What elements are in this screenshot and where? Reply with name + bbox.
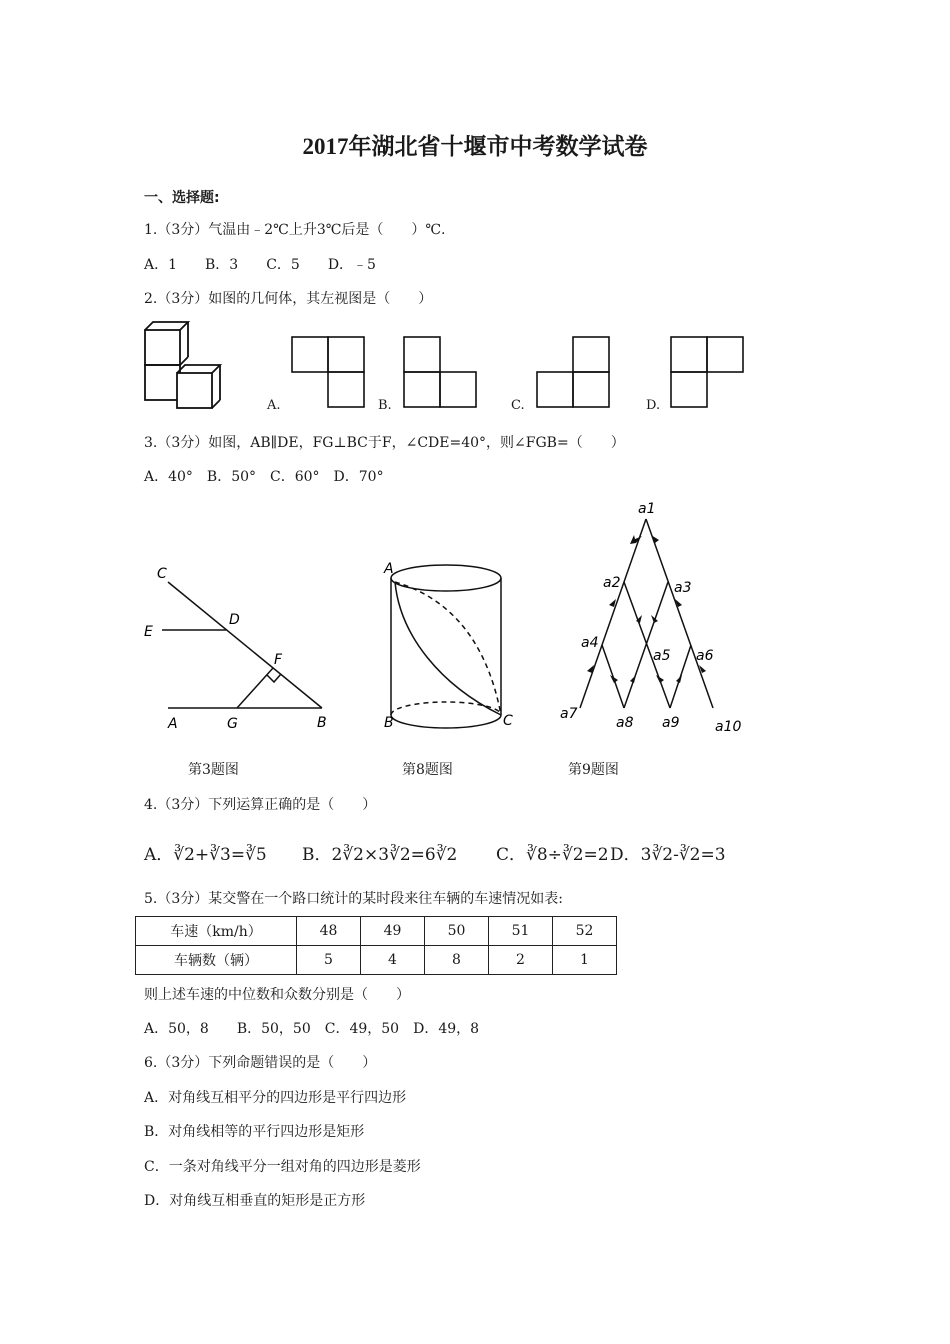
a10-label: a10 (715, 719, 742, 735)
point-a-label: A (384, 561, 394, 577)
solid-figure (140, 318, 230, 413)
table-cell: 49 (361, 917, 425, 946)
table-cell: 4 (361, 946, 425, 975)
point-b-label: B (317, 715, 327, 731)
a9-label: a9 (662, 715, 680, 731)
page-title: 2017年湖北省十堰市中考数学试卷 (302, 134, 648, 159)
question-4-option-d: D．3∛2-∛2=3 (610, 845, 726, 865)
a5-label: a5 (653, 648, 671, 664)
option-c-label: C. (511, 398, 525, 413)
point-a-label: A (168, 716, 178, 732)
figure-9-caption: 第9题图 (568, 762, 619, 778)
question-4-stem: 4.（3分）下列运算正确的是（ ） (144, 797, 377, 813)
option-c-view (535, 335, 611, 409)
option-a-view (290, 335, 366, 409)
question-5-followup: 则上述车速的中位数和众数分别是（ ） (144, 987, 410, 1003)
option-b-view (402, 335, 478, 409)
figure-3 (140, 560, 340, 735)
table-cell: 2 (489, 946, 553, 975)
a2-label: a2 (603, 575, 621, 591)
figure-8 (380, 555, 520, 735)
question-2-stem: 2.（3分）如图的几何体，其左视图是（ ） (144, 291, 433, 307)
point-f-label: F (274, 652, 283, 668)
table-cell: 48 (297, 917, 361, 946)
question-3-stem: 3.（3分）如图，AB∥DE，FG⊥BC于F，∠CDE=40°，则∠FGB=（ ） (144, 435, 625, 451)
question-5-options: A．50，8 B．50，50 C．49，50 D．49，8 (144, 1021, 480, 1037)
table-cell: 52 (553, 917, 617, 946)
figure-3-caption: 第3题图 (188, 762, 239, 778)
a1-label: a1 (638, 501, 656, 517)
table-cell: 车速（km/h） (136, 917, 297, 946)
table-cell: 车辆数（辆） (136, 946, 297, 975)
table-cell: 51 (489, 917, 553, 946)
question-1-stem: 1.（3分）气温由﹣2℃上升3℃后是（ ）℃. (144, 222, 446, 238)
point-c-label: C (157, 566, 167, 582)
point-g-label: G (227, 716, 238, 732)
table-row (136, 917, 617, 946)
point-d-label: D (229, 612, 240, 628)
a4-label: a4 (581, 635, 599, 651)
question-5-stem: 5.（3分）某交警在一个路口统计的某时段来往车辆的车速情况如表: (144, 891, 563, 907)
option-d-label: D. (646, 398, 661, 413)
table-cell: 1 (553, 946, 617, 975)
question-6-option-d: D．对角线互相垂直的矩形是正方形 (144, 1193, 366, 1209)
speed-table (135, 916, 617, 975)
a6-label: a6 (696, 648, 714, 664)
a3-label: a3 (674, 580, 692, 596)
point-e-label: E (144, 624, 153, 640)
a8-label: a8 (616, 715, 634, 731)
question-4-option-c: C．∛8÷∛2=2 (496, 845, 609, 865)
figure-8-caption: 第8题图 (402, 762, 453, 778)
question-4-option-b: B．2∛2×3∛2=6∛2 (302, 845, 458, 865)
section-heading: 一、选择题: (144, 190, 220, 206)
point-c-label: C (503, 713, 513, 729)
table-row (136, 946, 617, 975)
question-3-options: A．40° B．50° C．60° D．70° (144, 469, 384, 485)
question-6-option-a: A．对角线互相平分的四边形是平行四边形 (144, 1090, 407, 1106)
figure-9 (550, 495, 750, 740)
table-cell: 8 (425, 946, 489, 975)
a7-label: a7 (560, 706, 578, 722)
option-a-label: A. (267, 398, 281, 413)
option-b-label: B. (378, 398, 392, 413)
table-cell: 5 (297, 946, 361, 975)
question-1-options: A．1 B．3 C．5 D．﹣5 (144, 257, 376, 273)
point-b-label: B (384, 715, 394, 731)
question-4-option-a: A．∛2+∛3=∛5 (144, 845, 267, 865)
question-6-option-c: C．一条对角线平分一组对角的四边形是菱形 (144, 1159, 421, 1175)
option-d-view (669, 335, 745, 409)
question-6-option-b: B．对角线相等的平行四边形是矩形 (144, 1124, 365, 1140)
question-6-stem: 6.（3分）下列命题错误的是（ ） (144, 1055, 377, 1071)
table-cell: 50 (425, 917, 489, 946)
